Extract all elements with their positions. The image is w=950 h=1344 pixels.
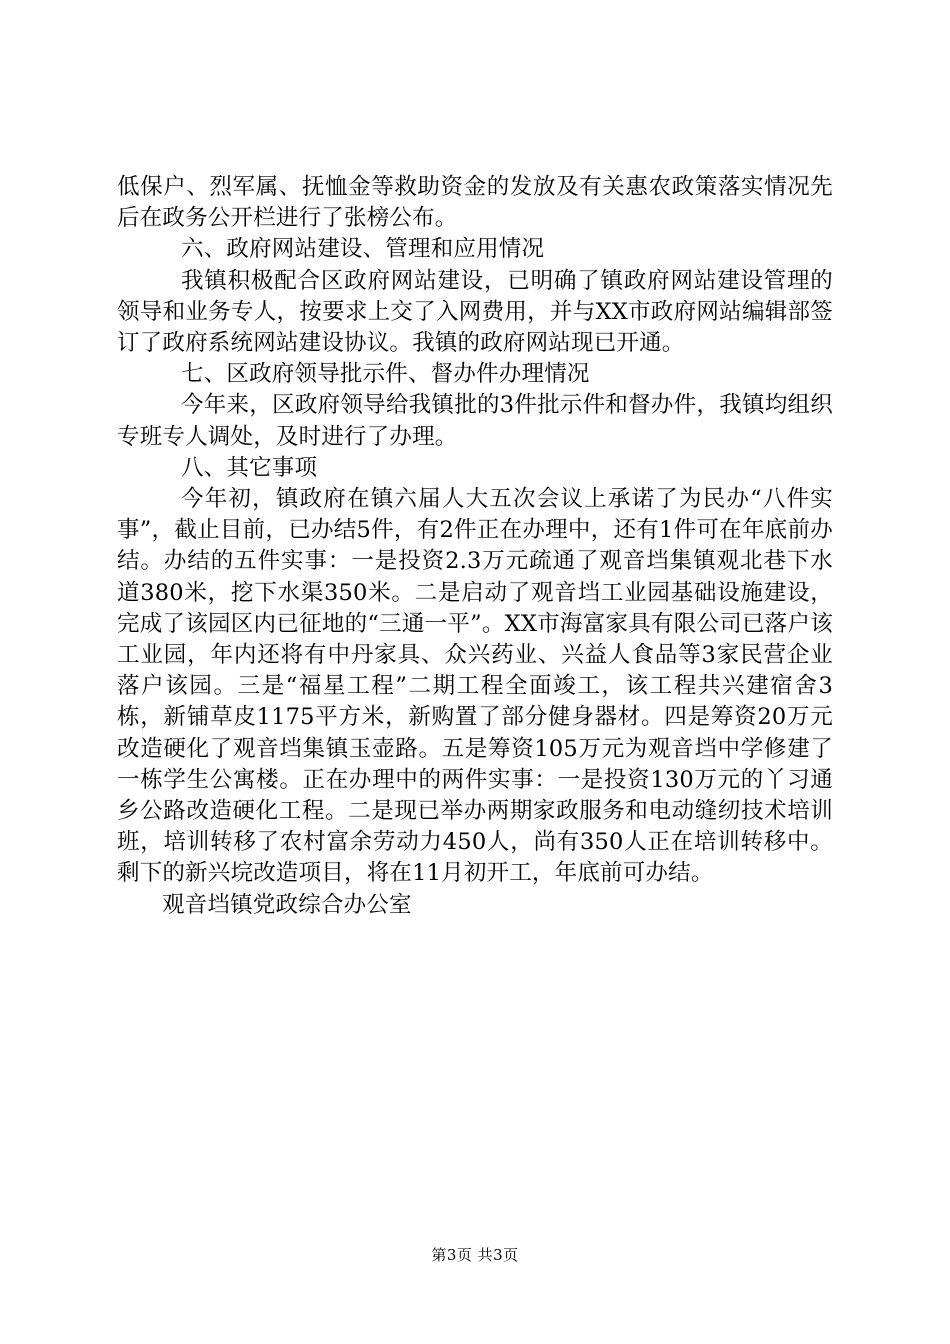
page-number: 第3页 共3页 — [431, 1246, 519, 1264]
section-heading-website: 六、政府网站建设、管理和应用情况 — [181, 236, 545, 263]
document-body — [117, 172, 833, 921]
paragraph-instructions: 今年来，区政府领导给我镇批的3件批示件和督办件，我镇均组织专班专人调处，及时进行了办理。 — [117, 392, 833, 450]
paragraph-other: 今年初，镇政府在镇六届人大五次会议上承诺了为民办“八件实事”，截止目前，已办结5件，有2件正在办理中，还有1件可在年底前办结。办结的五件实事：一是投资2.3万元疏通了观音垱集镇观北巷下水道380米，挖下水渠350米。二是启动了观音垱工业园基础设施建设，完成了该园区内已征地的“三通一平”。XX市海富家具有限公司已落户该工业园，年内还将有中丹家具、众兴药业、兴益人食品等3家民营企业落户该园。三是“福星工程”二期工程全面竣工，该工程共兴建宿舍3栋，新铺草皮1175平方米，新购置了部分健身器材。四是筹资20万元改造硬化了观音垱集镇玉壶路。五是筹资105万元为观音垱中学修建了一栋学生公寓楼。正在办理中的两件实事：一是投资130万元的丫习通乡公路改造硬化工程。二是现已举办两期家政服务和电动缝纫技术培训班，培训转移了农村富余劳动力450人，尚有350人正在培训转移中。剩下的新兴垸改造项目，将在11月初开工，年底前可办结。 — [117, 486, 833, 887]
page-footer — [0, 1245, 950, 1265]
paragraph-relief-funds: 低保户、烈军属、抚恤金等救助资金的发放及有关惠农政策落实情况先后在政务公开栏进行了张榜公布。 — [117, 174, 833, 232]
paragraph-website: 我镇积极配合区政府网站建设，已明确了镇政府网站建设管理的领导和业务专人，按要求上交了入网费用，并与XX市政府网站编辑部签订了政府系统网站建设协议。我镇的政府网站现已开通。 — [117, 267, 833, 357]
section-heading-instructions: 七、区政府领导批示件、督办件办理情况 — [181, 361, 590, 388]
section-heading-other: 八、其它事项 — [181, 454, 318, 481]
signature-office: 观音垱镇党政综合办公室 — [162, 891, 412, 918]
